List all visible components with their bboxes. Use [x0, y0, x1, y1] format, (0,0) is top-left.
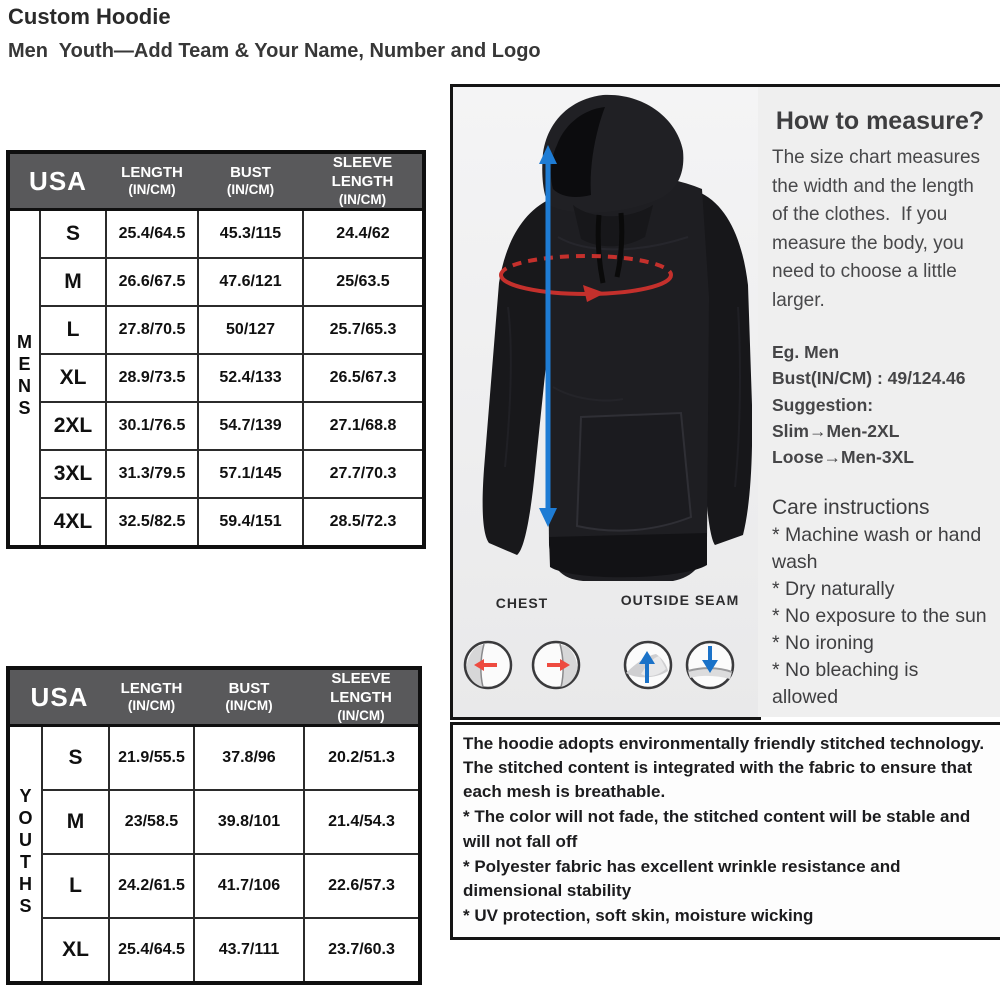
sleeve-cell: 27.7/70.3 [303, 450, 424, 498]
how-to-measure-panel [758, 84, 1000, 717]
length-cell: 26.6/67.5 [106, 258, 198, 306]
outside-seam-label: OUTSIDE SEAM [620, 592, 740, 608]
sleeve-cell: 20.2/51.3 [304, 726, 420, 791]
feature-paragraph: * UV protection, soft skin, moisture wicking [463, 905, 814, 925]
length-cell: 25.4/64.5 [106, 210, 198, 259]
size-cell: 3XL [40, 450, 106, 498]
fabric-features-panel [450, 722, 1000, 940]
hoodie-photo-panel [450, 84, 761, 720]
size-cell: XL [42, 918, 109, 983]
sleeve-cell: 21.4/54.3 [304, 790, 420, 854]
length-cell: 21.9/55.5 [109, 726, 194, 791]
size-cell: XL [40, 354, 106, 402]
example-line: Eg. Men [772, 342, 840, 362]
sleeve-cell: 23.7/60.3 [304, 918, 420, 983]
bust-cell: 43.7/111 [194, 918, 304, 983]
youths-size-table [6, 666, 422, 985]
length-cell: 28.9/73.5 [106, 354, 198, 402]
sleeve-header: SLEEVE LENGTH (IN/CM) [304, 668, 420, 726]
mens-size-table [6, 150, 426, 549]
chest-measure-left-icon [462, 639, 514, 691]
bust-cell: 59.4/151 [198, 498, 303, 547]
chest-measure-right-icon [530, 639, 582, 691]
outside-seam-up-icon [622, 639, 674, 691]
care-item: * No ironing [772, 631, 874, 654]
size-cell: S [40, 210, 106, 259]
bust-cell: 57.1/145 [198, 450, 303, 498]
bust-cell: 41.7/106 [194, 854, 304, 918]
length-cell: 31.3/79.5 [106, 450, 198, 498]
bust-header: BUST (IN/CM) [194, 668, 304, 726]
length-cell: 23/58.5 [109, 790, 194, 854]
table-row [8, 726, 420, 791]
care-item: * Machine wash or hand wash [772, 524, 982, 574]
bust-cell: 54.7/139 [198, 402, 303, 450]
sleeve-cell: 25.7/65.3 [303, 306, 424, 354]
table-row [8, 498, 424, 547]
size-cell: 4XL [40, 498, 106, 547]
size-cell: S [42, 726, 109, 791]
care-item: * No bleaching is allowed [772, 658, 919, 708]
length-header: LENGTH (IN/CM) [109, 668, 194, 726]
bust-cell: 39.8/101 [194, 790, 304, 854]
table-row [8, 258, 424, 306]
outside-seam-down-icon [684, 639, 736, 691]
example-line: Bust(IN/CM) : 49/124.46 [772, 368, 966, 389]
chest-label: CHEST [495, 595, 549, 611]
hoodie-illustration [453, 87, 752, 587]
size-cell: L [40, 306, 106, 354]
bust-cell: 52.4/133 [198, 354, 303, 402]
bust-cell: 50/127 [198, 306, 303, 354]
feature-paragraph: * Polyester fabric has excellent wrinkle resistance and dimensional stability [463, 856, 901, 900]
sleeve-cell: 22.6/57.3 [304, 854, 420, 918]
sleeve-cell: 28.5/72.3 [303, 498, 424, 547]
how-to-measure-heading: How to measure? [775, 107, 985, 135]
table-row [8, 790, 420, 854]
size-suggestion-example [772, 339, 988, 470]
length-cell: 24.2/61.5 [109, 854, 194, 918]
mens-group-cell: MENS [8, 210, 40, 548]
bust-cell: 45.3/115 [198, 210, 303, 259]
example-line: Loose→Men-3XL [772, 447, 914, 467]
table-row [8, 306, 424, 354]
length-cell: 25.4/64.5 [109, 918, 194, 983]
bust-cell: 47.6/121 [198, 258, 303, 306]
sleeve-cell: 24.4/62 [303, 210, 424, 259]
length-cell: 32.5/82.5 [106, 498, 198, 547]
sleeve-cell: 25/63.5 [303, 258, 424, 306]
bust-cell: 37.8/96 [194, 726, 304, 791]
example-line: Slim→Men-2XL [772, 420, 900, 441]
usa-header: USA [8, 668, 109, 726]
length-cell: 27.8/70.5 [106, 306, 198, 354]
care-item: * Dry naturally [772, 578, 895, 601]
table-header-row [8, 152, 424, 210]
table-row [8, 918, 420, 983]
example-line: Suggestion: [772, 394, 874, 415]
page-subtitle: Men Youth—Add Team & Your Name, Number and Logo [8, 40, 541, 62]
youths-group-cell: YOUTHS [8, 726, 42, 984]
table-row [8, 450, 424, 498]
table-header-row [8, 668, 420, 726]
feature-paragraph: The hoodie adopts environmentally friendly stitched technology. The stitched content is integrated with the fabric to ensure that each mesh is breathable. [463, 734, 985, 802]
length-cell: 30.1/76.5 [106, 402, 198, 450]
sleeve-cell: 27.1/68.8 [303, 402, 424, 450]
care-item: * No exposure to the sun [772, 604, 987, 627]
table-row [8, 210, 424, 259]
size-cell: M [42, 790, 109, 854]
bust-header: BUST (IN/CM) [198, 152, 303, 210]
table-row [8, 854, 420, 918]
care-instructions [772, 496, 988, 710]
table-row [8, 402, 424, 450]
measure-description: The size chart measures the width and the length of the clothes. If you measure the body, you need to choose a little larger. [772, 147, 986, 311]
size-cell: L [42, 854, 109, 918]
page-title: Custom Hoodie [8, 4, 171, 29]
size-cell: M [40, 258, 106, 306]
feature-paragraph: * The color will not fade, the stitched content will be stable and will not fall off [463, 807, 971, 851]
sleeve-header: SLEEVE LENGTH (IN/CM) [303, 152, 424, 210]
length-header: LENGTH (IN/CM) [106, 152, 198, 210]
care-instructions-heading: Care instructions [772, 496, 930, 520]
usa-header: USA [8, 152, 106, 210]
table-row [8, 354, 424, 402]
size-cell: 2XL [40, 402, 106, 450]
sleeve-cell: 26.5/67.3 [303, 354, 424, 402]
